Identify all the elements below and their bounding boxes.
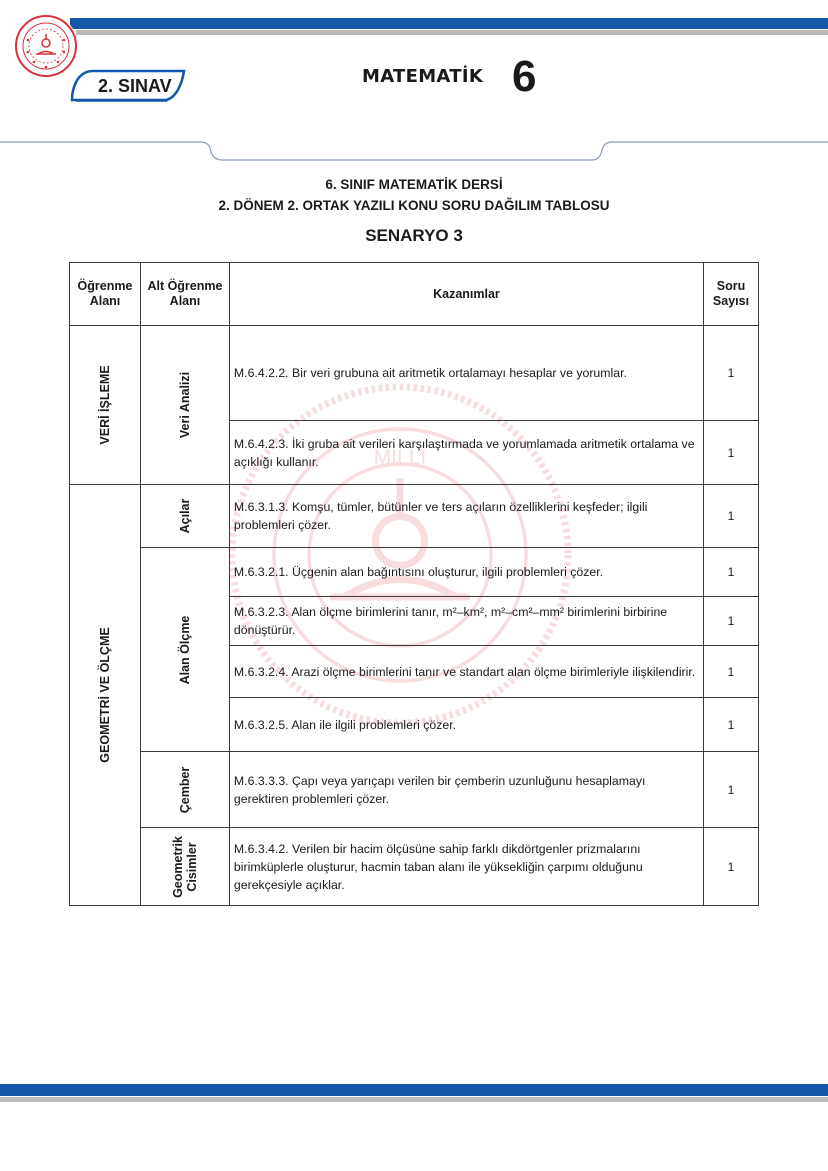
document-titles <box>0 174 828 246</box>
table-header-row <box>70 263 759 326</box>
footer-gray-bar <box>0 1097 828 1102</box>
svg-text:MİLLİ: MİLLİ <box>373 446 427 469</box>
subarea-label: Açılar <box>177 498 192 534</box>
question-distribution-table <box>69 262 759 906</box>
area-cell <box>70 326 141 485</box>
area-label: GEOMETRİ VE ÖLÇME <box>97 627 112 763</box>
subarea-cell <box>140 828 229 906</box>
ministry-logo-icon <box>14 14 78 78</box>
header-ogrenme-alani: Öğrenme Alanı <box>70 263 141 326</box>
kazanim-cell: M.6.3.3.3. Çapı veya yarıçapı verilen bir çemberin uzunluğunu hesaplamayı gerektiren problemleri çözer. <box>229 752 703 828</box>
subarea-label: Çember <box>177 766 192 813</box>
kazanim-cell: M.6.3.2.3. Alan ölçme birimlerini tanır, m²–km², m²–cm²–mm² birimlerini birbirine dönüştürür. <box>229 597 703 646</box>
kazanim-cell: M.6.4.2.2. Bir veri grubuna ait aritmetik ortalamayı hesaplar ve yorumlar. <box>229 326 703 421</box>
table-row <box>70 828 759 906</box>
subarea-cell <box>140 485 229 548</box>
soru-count-cell: 1 <box>703 646 758 698</box>
table-row <box>70 548 759 597</box>
subarea-label: Geometrik Cisimler <box>170 835 199 898</box>
subject-title: MATEMATİK <box>362 66 484 87</box>
exam-label: 2. SINAV <box>98 76 172 96</box>
header-gray-bar <box>76 30 828 35</box>
area-label: VERİ İŞLEME <box>97 365 112 445</box>
soru-count-cell: 1 <box>703 326 758 421</box>
subarea-cell <box>140 326 229 485</box>
table-title: 2. DÖNEM 2. ORTAK YAZILI KONU SORU DAĞILIM TABLOSU <box>218 198 610 213</box>
exam-number-badge <box>70 68 186 102</box>
kazanim-cell: M.6.4.2.3. İki gruba ait verileri karşılaştırmada ve yorumlamada aritmetik ortalama ve açıklığı kullanır. <box>229 421 703 485</box>
table-row <box>70 752 759 828</box>
header-blue-bar <box>70 18 828 29</box>
subarea-label: Veri Analizi <box>177 371 192 439</box>
soru-count-cell: 1 <box>703 698 758 752</box>
header-divider-line <box>0 138 828 168</box>
soru-count-cell: 1 <box>703 752 758 828</box>
kazanim-cell: M.6.3.1.3. Komşu, tümler, bütünler ve ters açıların özelliklerini keşfeder; ilgili problemleri çözer. <box>229 485 703 548</box>
soru-count-cell: 1 <box>703 485 758 548</box>
header-soru-sayisi: Soru Sayısı <box>703 263 758 326</box>
footer-blue-bar <box>0 1084 828 1096</box>
subarea-cell <box>140 752 229 828</box>
kazanim-cell: M.6.3.2.4. Arazi ölçme birimlerini tanır ve standart alan ölçme birimleriyle ilişkilendirir. <box>229 646 703 698</box>
header-alt-ogrenme-alani: Alt Öğrenme Alanı <box>140 263 229 326</box>
soru-count-cell: 1 <box>703 597 758 646</box>
kazanim-cell: M.6.3.2.1. Üçgenin alan bağıntısını oluşturur, ilgili problemleri çözer. <box>229 548 703 597</box>
soru-count-cell: 1 <box>703 548 758 597</box>
table-row <box>70 485 759 548</box>
scenario-title: SENARYO 3 <box>365 226 463 245</box>
soru-count-cell: 1 <box>703 828 758 906</box>
kazanim-cell: M.6.3.2.5. Alan ile ilgili problemleri çözer. <box>229 698 703 752</box>
kazanim-cell: M.6.3.4.2. Verilen bir hacim ölçüsüne sahip farklı dikdörtgenler prizmalarını birimküplerle oluşturur, hacmin taban alanı ile yüksekliğin çarpımı olduğunu gerekçesiyle açıklar. <box>229 828 703 906</box>
subarea-cell <box>140 548 229 752</box>
table-row <box>70 326 759 421</box>
area-cell <box>70 485 141 906</box>
course-title: 6. SINIF MATEMATİK DERSİ <box>325 177 503 192</box>
soru-count-cell: 1 <box>703 421 758 485</box>
grade-number: 6 <box>512 52 537 101</box>
header-kazanimlar: Kazanımlar <box>229 263 703 326</box>
subarea-label: Alan Ölçme <box>177 615 192 684</box>
